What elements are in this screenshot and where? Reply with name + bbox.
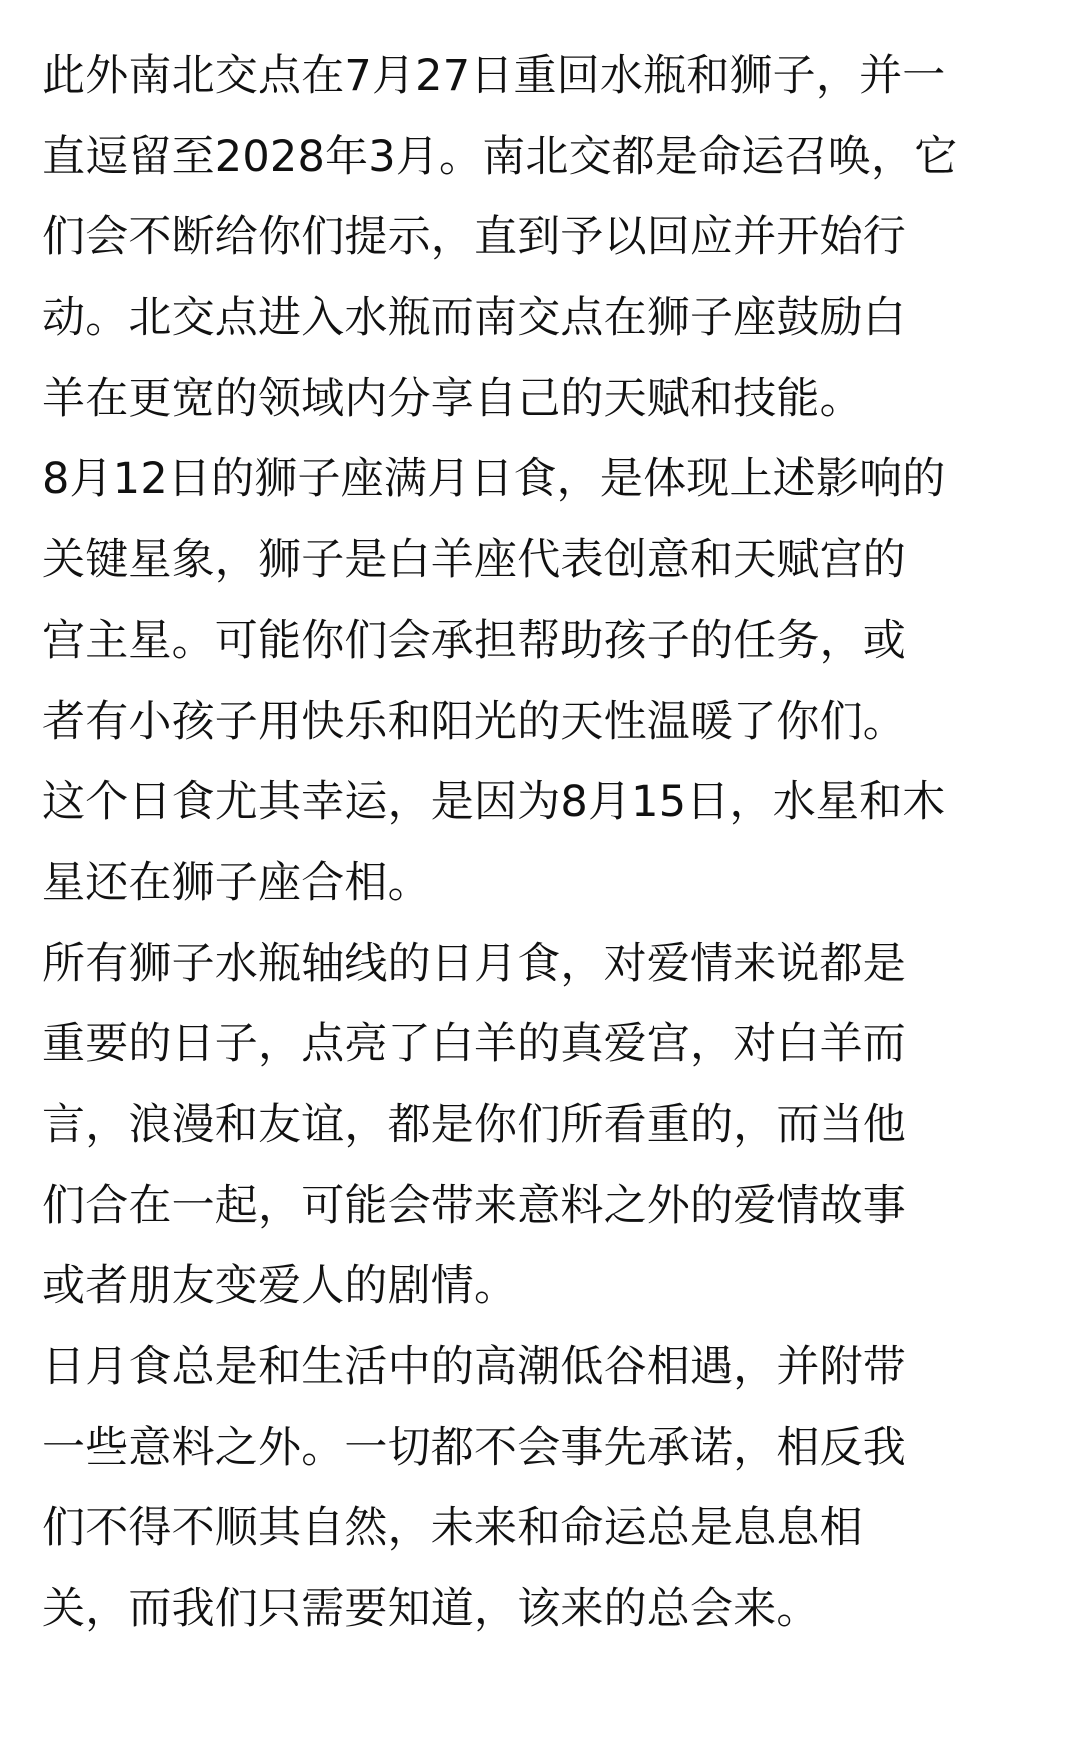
text-line: 这个日食尤其幸运，是因为8月15日，水星和木	[42, 777, 946, 828]
text-line: 关键星象，狮子是白羊座代表创意和天赋宫的	[42, 535, 906, 586]
article-body	[42, 36, 1042, 1650]
text-line: 者有小孩子用快乐和阳光的天性温暖了你们。	[42, 696, 906, 747]
text-line: 8月12日的狮子座满月日食，是体现上述影响的	[42, 454, 946, 505]
text-line: 言，浪漫和友谊，都是你们所看重的，而当他	[42, 1099, 906, 1150]
text-line: 所有狮子水瓶轴线的日月食，对爱情来说都是	[42, 938, 906, 989]
text-line: 一些意料之外。一切都不会事先承诺，相反我	[42, 1422, 906, 1473]
text-line: 日月食总是和生活中的高潮低谷相遇，并附带	[42, 1342, 906, 1392]
text-line: 重要的日子，点亮了白羊的真爱宫，对白羊而	[42, 1019, 906, 1070]
text-line: 羊在更宽的领域内分享自己的天赋和技能。	[42, 373, 863, 424]
text-line: 此外南北交点在7月27日重回水瓶和狮子，并一	[42, 51, 946, 101]
text-line: 或者朋友变爱人的剧情。	[42, 1261, 518, 1312]
text-line: 直逗留至2028年3月。南北交都是命运召唤，它	[42, 131, 958, 182]
text-line: 们合在一起，可能会带来意料之外的爱情故事	[42, 1180, 906, 1231]
text-line: 星还在狮子座合相。	[42, 857, 431, 908]
text-line: 们会不断给你们提示，直到予以回应并开始行	[42, 212, 906, 263]
text-line: 关，而我们只需要知道，该来的总会来。	[42, 1584, 820, 1635]
text-line: 动。北交点进入水瓶而南交点在狮子座鼓励白	[42, 293, 906, 344]
text-line: 宫主星。可能你们会承担帮助孩子的任务，或	[42, 615, 906, 666]
text-line: 们不得不顺其自然，未来和命运总是息息相	[42, 1503, 863, 1554]
